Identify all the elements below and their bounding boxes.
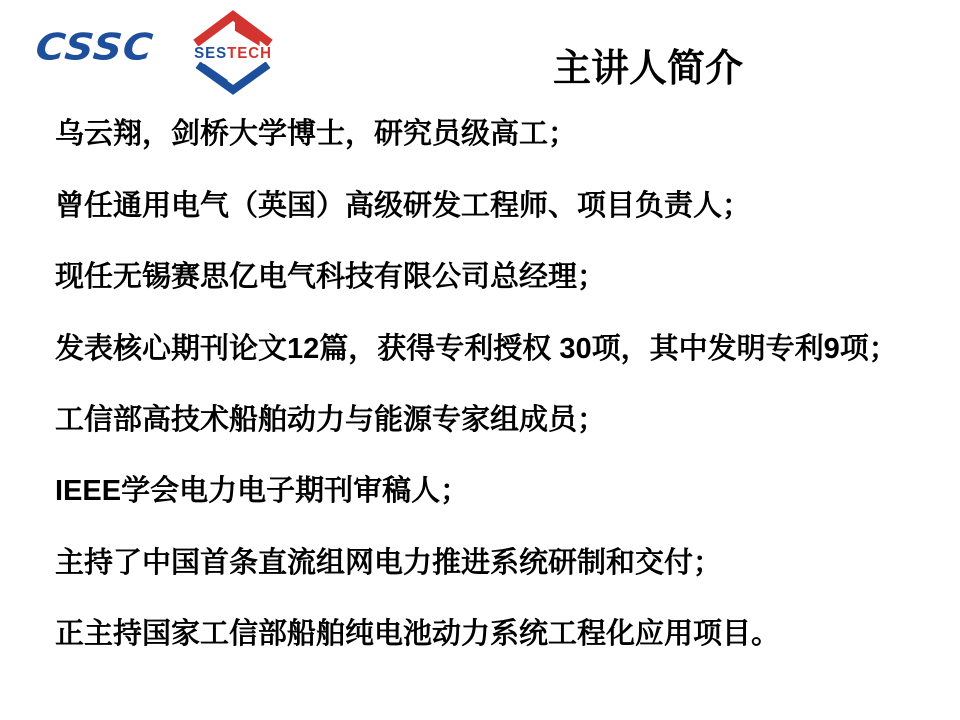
intro-line-7: 主持了中国首条直流组网电力推进系统研制和交付；	[55, 547, 723, 579]
sestech-roof-icon	[183, 6, 283, 46]
sestech-wordmark	[194, 46, 272, 63]
intro-line-8: 正主持国家工信部船舶纯电池动力系统工程化应用项目。	[55, 618, 781, 650]
sestech-wordmark-ses: SES	[194, 44, 228, 63]
intro-line-6: IEEE学会电力电子期刊审稿人；	[55, 475, 470, 507]
intro-line-1: 乌云翔，剑桥大学博士，研究员级高工；	[55, 118, 578, 150]
intro-line-5: 工信部高技术船舶动力与能源专家组成员；	[55, 404, 607, 436]
sestech-logo	[183, 6, 283, 94]
intro-line-3: 现任无锡赛思亿电气科技有限公司总经理；	[55, 261, 607, 293]
cssc-logo	[33, 26, 156, 69]
sestech-chevron-icon	[183, 62, 283, 98]
slide-title: 主讲人简介	[553, 48, 744, 91]
sestech-wordmark-tech: TECH	[227, 44, 272, 63]
intro-line-4: 发表核心期刊论文12篇，获得专利授权 30项，其中发明专利9项；	[55, 333, 898, 365]
intro-line-2: 曾任通用电气（英国）高级研发工程师、项目负责人；	[55, 190, 752, 222]
cssc-logo-text: CSSC	[33, 26, 156, 69]
